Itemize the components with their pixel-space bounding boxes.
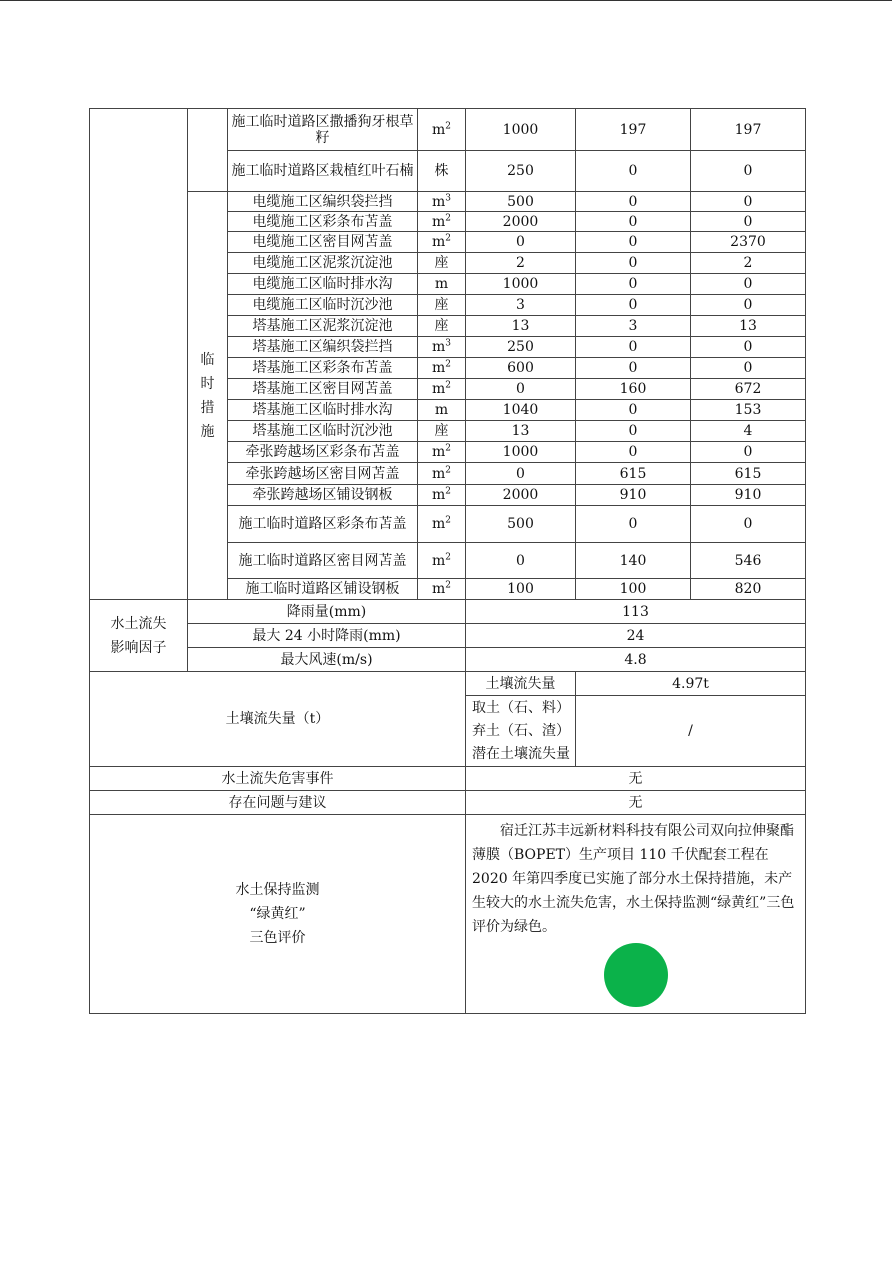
measure-total-qty: 13	[691, 316, 806, 337]
measure-design-qty: 1000	[466, 442, 576, 463]
factor-name: 最大风速(m/s)	[188, 648, 466, 672]
table-row	[90, 624, 806, 648]
evaluation-text: 宿迁江苏丰远新材料科技有限公司双向拉伸聚酯薄膜（BOPET）生产项目 110 千伏配套工程在 2020 年第四季度已实施了部分水土保持措施，未产生较大的水土流失危害，水土保持监测“绿黄红”三色评价为绿色。	[472, 823, 795, 935]
measure-name: 牵张跨越场区彩条布苫盖	[228, 442, 418, 463]
measure-design-qty: 2000	[466, 212, 576, 232]
hazard-value: 无	[466, 767, 806, 791]
temp-label-char: 措	[200, 399, 215, 416]
measure-design-qty: 1000	[466, 109, 576, 151]
soil-loss-value: 4.97t	[576, 672, 806, 696]
measure-period-qty: 140	[576, 543, 691, 579]
measure-unit: 株	[418, 151, 466, 192]
factor-rows	[90, 600, 806, 672]
factor-value: 4.8	[466, 648, 806, 672]
table-row	[90, 648, 806, 672]
measure-total-qty: 0	[691, 151, 806, 192]
green-rating-circle	[604, 943, 668, 1007]
measure-unit: $m^2$	[418, 442, 466, 463]
measure-name: 塔基施工区密目网苫盖	[228, 379, 418, 400]
table-row	[90, 672, 806, 696]
measure-name: 施工临时道路区密目网苫盖	[228, 543, 418, 579]
measure-unit: 座	[418, 421, 466, 442]
measure-total-qty: 0	[691, 274, 806, 295]
measure-name: 施工临时道路区铺设钢板	[228, 579, 418, 600]
soil-loss-sub-label: 土壤流失量	[466, 672, 576, 696]
measure-total-qty: 197	[691, 109, 806, 151]
measure-design-qty: 0	[466, 232, 576, 253]
temp-measures-label	[188, 192, 228, 600]
table-row	[90, 767, 806, 791]
table-row	[90, 600, 806, 624]
table-row	[90, 791, 806, 815]
measure-design-qty: 500	[466, 192, 576, 212]
measure-total-qty: 2370	[691, 232, 806, 253]
measure-unit: m	[418, 274, 466, 295]
measure-period-qty: 0	[576, 151, 691, 192]
monitoring-table	[89, 108, 806, 1014]
evaluation-label	[90, 815, 466, 1014]
measure-total-qty: 0	[691, 442, 806, 463]
measure-period-qty: 0	[576, 253, 691, 274]
measure-unit: $m^2$	[418, 379, 466, 400]
soil-loss-sub-value: /	[576, 696, 806, 767]
measure-period-qty: 910	[576, 485, 691, 506]
factor-name: 最大 24 小时降雨(mm)	[188, 624, 466, 648]
measure-total-qty: 0	[691, 212, 806, 232]
issues-label: 存在问题与建议	[90, 791, 466, 815]
measure-unit: $m^2$	[418, 463, 466, 485]
measure-unit: 座	[418, 316, 466, 337]
measure-total-qty: 0	[691, 506, 806, 543]
measure-design-qty: 1040	[466, 400, 576, 421]
factor-label: 水土流失 影响因子	[90, 600, 188, 672]
measure-period-qty: 0	[576, 442, 691, 463]
hazard-label: 水土流失危害事件	[90, 767, 466, 791]
factor-value: 24	[466, 624, 806, 648]
category-cell	[90, 109, 188, 600]
measure-total-qty: 820	[691, 579, 806, 600]
measure-design-qty: 600	[466, 358, 576, 379]
measure-name: 电缆施工区彩条布苫盖	[228, 212, 418, 232]
evaluation-label-line: 水土保持监测	[235, 882, 320, 898]
measure-name: 塔基施工区编织袋拦挡	[228, 337, 418, 358]
measure-design-qty: 500	[466, 506, 576, 543]
summary-rows	[90, 767, 806, 1014]
measure-design-qty: 13	[466, 421, 576, 442]
measure-unit: $m^2$	[418, 485, 466, 506]
measure-period-qty: 0	[576, 274, 691, 295]
measure-name: 塔基施工区临时沉沙池	[228, 421, 418, 442]
measure-total-qty: 0	[691, 337, 806, 358]
evaluation-content	[466, 815, 806, 1014]
measure-unit: $m^2$	[418, 212, 466, 232]
measure-design-qty: 1000	[466, 274, 576, 295]
factor-name: 降雨量(mm)	[188, 600, 466, 624]
table-row	[90, 815, 806, 1014]
measure-period-qty: 0	[576, 506, 691, 543]
measure-total-qty: 0	[691, 295, 806, 316]
measure-total-qty: 2	[691, 253, 806, 274]
temp-label-char: 临	[200, 351, 215, 368]
measure-name: 电缆施工区密目网苫盖	[228, 232, 418, 253]
measure-period-qty: 0	[576, 212, 691, 232]
soil-loss-sub-lines	[466, 696, 576, 767]
subcategory-cell	[188, 109, 228, 192]
measure-period-qty: 0	[576, 337, 691, 358]
temp-label-char: 时	[200, 375, 215, 392]
measure-name: 电缆施工区编织袋拦挡	[228, 192, 418, 212]
page-top-border	[0, 0, 892, 1]
measure-total-qty: 910	[691, 485, 806, 506]
measure-period-qty: 197	[576, 109, 691, 151]
measure-name: 电缆施工区泥浆沉淀池	[228, 253, 418, 274]
sub-line: 潜在土壤流失量	[472, 745, 570, 762]
measure-total-qty: 0	[691, 358, 806, 379]
soil-loss-rows	[90, 672, 806, 767]
measure-total-qty: 153	[691, 400, 806, 421]
measure-unit: 座	[418, 295, 466, 316]
measure-unit: $m^2$	[418, 232, 466, 253]
measure-unit: 座	[418, 253, 466, 274]
measure-total-qty: 615	[691, 463, 806, 485]
measure-name: 牵张跨越场区密目网苫盖	[228, 463, 418, 485]
measure-period-qty: 100	[576, 579, 691, 600]
evaluation-label-line: “绿黄红”	[249, 906, 306, 922]
measure-rows	[90, 109, 806, 600]
sub-line: 弃土（石、渣）	[472, 722, 570, 739]
measure-name: 塔基施工区泥浆沉淀池	[228, 316, 418, 337]
measure-name: 施工临时道路区栽植红叶石楠	[228, 151, 418, 192]
measure-period-qty: 0	[576, 192, 691, 212]
measure-period-qty: 0	[576, 295, 691, 316]
measure-design-qty: 13	[466, 316, 576, 337]
measure-total-qty: 672	[691, 379, 806, 400]
measure-name: 牵张跨越场区铺设钢板	[228, 485, 418, 506]
soil-loss-label: 土壤流失量（t）	[90, 672, 466, 767]
measure-name: 塔基施工区彩条布苫盖	[228, 358, 418, 379]
measure-unit: $m^3$	[418, 192, 466, 212]
measure-unit: $m^2$	[418, 579, 466, 600]
measure-design-qty: 100	[466, 579, 576, 600]
measure-total-qty: 0	[691, 192, 806, 212]
measure-design-qty: 2000	[466, 485, 576, 506]
measure-design-qty: 0	[466, 379, 576, 400]
factor-value: 113	[466, 600, 806, 624]
table-row	[90, 109, 806, 151]
measure-unit: $m^2$	[418, 109, 466, 151]
evaluation-label-line: 三色评价	[249, 930, 306, 946]
measure-total-qty: 546	[691, 543, 806, 579]
measure-design-qty: 0	[466, 463, 576, 485]
measure-total-qty: 4	[691, 421, 806, 442]
measure-design-qty: 0	[466, 543, 576, 579]
measure-period-qty: 0	[576, 232, 691, 253]
measure-period-qty: 0	[576, 400, 691, 421]
table-row	[90, 192, 806, 212]
measure-design-qty: 2	[466, 253, 576, 274]
measure-unit: $m^2$	[418, 543, 466, 579]
measure-unit: m	[418, 400, 466, 421]
issues-value: 无	[466, 791, 806, 815]
measure-name: 施工临时道路区彩条布苫盖	[228, 506, 418, 543]
temp-label-char: 施	[200, 423, 215, 440]
measure-name: 施工临时道路区撒播狗牙根草籽	[228, 109, 418, 151]
measure-design-qty: 250	[466, 151, 576, 192]
monitoring-table-sheet	[89, 108, 805, 1014]
measure-unit: $m^3$	[418, 337, 466, 358]
measure-period-qty: 3	[576, 316, 691, 337]
measure-period-qty: 160	[576, 379, 691, 400]
measure-design-qty: 250	[466, 337, 576, 358]
measure-period-qty: 0	[576, 358, 691, 379]
measure-unit: $m^2$	[418, 358, 466, 379]
measure-period-qty: 615	[576, 463, 691, 485]
measure-name: 塔基施工区临时排水沟	[228, 400, 418, 421]
measure-name: 电缆施工区临时沉沙池	[228, 295, 418, 316]
measure-design-qty: 3	[466, 295, 576, 316]
sub-line: 取土（石、料）	[472, 699, 570, 716]
measure-period-qty: 0	[576, 421, 691, 442]
measure-name: 电缆施工区临时排水沟	[228, 274, 418, 295]
measure-unit: $m^2$	[418, 506, 466, 543]
